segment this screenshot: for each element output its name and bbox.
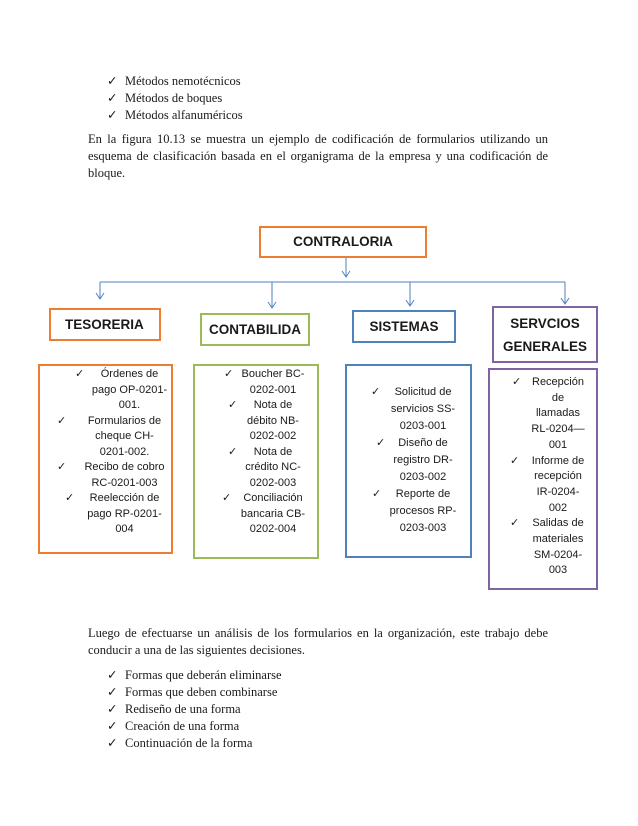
checkmark-icon: ✓ (372, 488, 382, 500)
list-item: ✓ Formas que deben combinarse (107, 685, 278, 699)
checkmark-icon: ✓ (107, 74, 118, 88)
list-item: ✓ Boucher BC- 0202-001 (224, 368, 305, 396)
checkmark-icon: ✓ (65, 492, 75, 504)
items-servicios-generales (510, 375, 594, 579)
list-item: ✓ Nota de crédito NC- 0202-003 (228, 445, 301, 489)
checkmark-icon: ✓ (224, 368, 234, 380)
checkmark-icon: ✓ (510, 454, 520, 467)
checkmark-icon: ✓ (371, 386, 381, 398)
list-item: ✓ Métodos nemotécnicos (107, 74, 241, 88)
checkmark-icon: ✓ (107, 91, 118, 105)
list-item: ✓ Métodos alfanuméricos (107, 108, 243, 122)
checkmark-icon: ✓ (510, 517, 520, 530)
checkmark-icon: ✓ (376, 437, 386, 449)
checkmark-icon: ✓ (107, 719, 118, 733)
list-item: ✓ Rediseño de una forma (107, 702, 241, 716)
checkmark-icon: ✓ (512, 376, 522, 388)
list-item: ✓ Salidas de materiales SM-0204- 003 (510, 517, 584, 577)
list-item: ✓ Conciliación bancaria CB- 0202-004 (222, 492, 306, 535)
items-tesoreria (57, 367, 180, 538)
list-item: ✓ Formularios de cheque CH- 0201-002. (57, 414, 162, 458)
checkmark-icon: ✓ (228, 399, 238, 411)
checkmark-icon: ✓ (107, 702, 118, 716)
dept-header-servicios-generales: SERVCIOS GENERALES (492, 306, 598, 363)
dept-header-tesoreria: TESORERIA (49, 308, 161, 341)
dept-header-sistemas: SISTEMAS (352, 310, 456, 343)
list-item: ✓ Recibo de cobro RC-0201-003 (57, 461, 165, 489)
checkmark-icon: ✓ (75, 368, 85, 380)
list-item: ✓ Recepción de llamadas RL-0204— 001 (512, 376, 585, 451)
list-item: ✓ Creación de una forma (107, 719, 240, 733)
list-item: ✓ Reporte de procesos RP- 0203-003 (372, 488, 457, 534)
list-item: ✓ Métodos de boques (107, 91, 223, 105)
items-contabilida (222, 367, 312, 538)
list-item: ✓ Órdenes de pago OP-0201- 001. (75, 368, 168, 411)
items-sistemas (372, 384, 462, 537)
checkmark-icon: ✓ (228, 445, 238, 458)
checkmark-icon: ✓ (107, 108, 118, 122)
root-node-contraloria: CONTRALORIA (259, 226, 427, 258)
list-item: ✓ Formas que deberán eliminarse (107, 668, 282, 682)
checkmark-icon: ✓ (57, 461, 67, 473)
dept-header-contabilida: CONTABILIDA (200, 313, 310, 346)
list-item: ✓ Continuación de la forma (107, 736, 253, 750)
decision-list (107, 667, 282, 752)
list-item: ✓ Reelección de pago RP-0201- 004 (65, 492, 162, 535)
checkmark-icon: ✓ (107, 685, 118, 699)
checkmark-icon: ✓ (222, 492, 232, 504)
checkmark-icon: ✓ (57, 414, 67, 427)
list-item: ✓ Diseño de registro DR- 0203-002 (376, 437, 453, 483)
checkmark-icon: ✓ (107, 668, 118, 682)
list-item: ✓ Solicitud de servicios SS- 0203-001 (371, 386, 456, 432)
list-item: ✓ Informe de recepción IR-0204- 002 (510, 454, 585, 514)
checkmark-icon: ✓ (107, 736, 118, 750)
list-item: ✓ Nota de débito NB- 0202-002 (228, 399, 299, 442)
intro-paragraph: En la figura 10.13 se muestra un ejemplo de codificación de formularios utilizando un esquema de clasificación basada en el organigrama de la empresa y una codificación de bloque. (88, 132, 548, 180)
closing-paragraph: Luego de efectuarse un análisis de los formularios en la organización, este trabajo debe conducir a una de las siguientes decisiones. (88, 626, 548, 657)
